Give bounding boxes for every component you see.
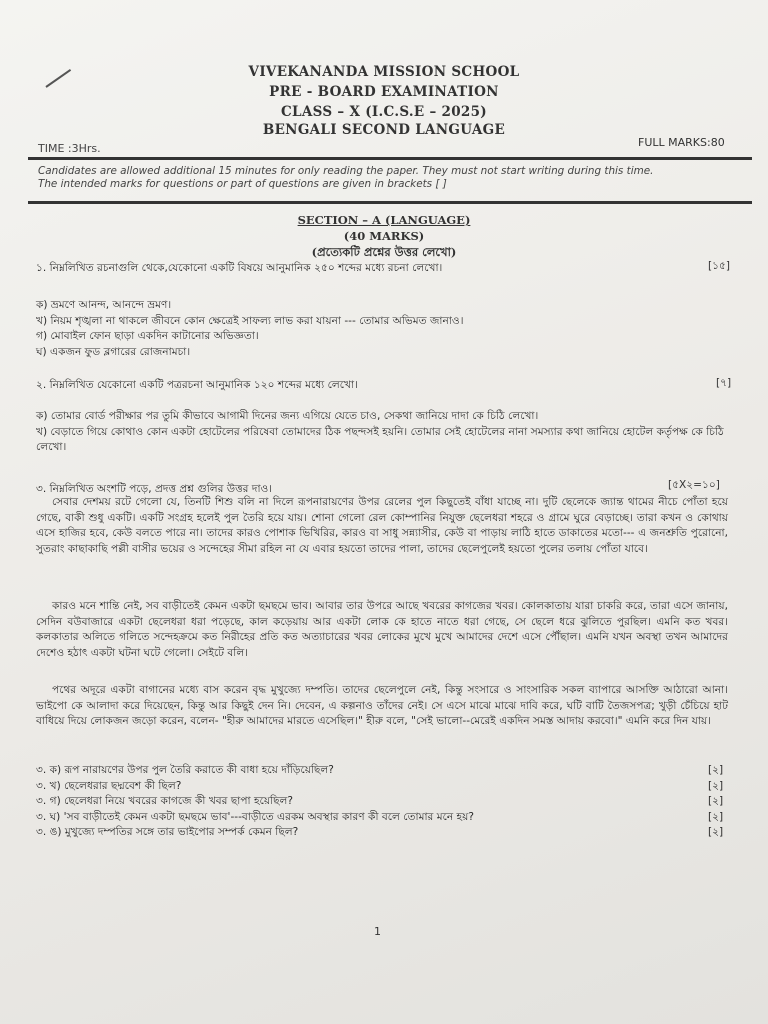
subquestion-ka-marks: [২]: [708, 764, 724, 776]
subquestion-list: [36, 763, 686, 841]
bottom-divider: [28, 201, 752, 204]
option-ga: গ) মোবাইল ফোন ছাড়া একদিন কাটানোর অভিজ্ঞতা।: [36, 330, 259, 343]
question-1: ১. নিম্নলিখিত রচনাগুলি থেকে,যেকোনো একটি বিষয়ে আনুমানিক ২৫০ শব্দের মধ্যে রচনা লেখো।: [36, 262, 443, 274]
option-gha: ঘ) একজন ফুড ব্লগারের রোজনামচা।: [36, 345, 191, 358]
question-1-marks: [১৫]: [708, 260, 731, 272]
question-1-options: [36, 298, 736, 360]
subquestion-ga-marks: [২]: [708, 795, 724, 808]
option-kha: খ) নিয়ম শৃঙ্খলা না থাকলে জীবনে কোন ক্ষেত্রেই সাফল্য লাভ করা যায়না --- তোমার অভিমত জানাও।: [36, 314, 464, 327]
top-divider: [28, 157, 752, 160]
section-marks: (40 MARKS): [343, 229, 425, 243]
exam-name: PRE - BOARD EXAMINATION: [269, 84, 499, 100]
subquestion-gha-marks: [২]: [708, 810, 724, 823]
subquestion-uo: ৩. ঙ) মুখুজ্যে দম্পতির সঙ্গে তার ভাইপোর সম্পর্ক কেমন ছিল?: [36, 826, 299, 839]
time-allowed: TIME :3Hrs.: [38, 142, 101, 155]
section-instruction: (প্রত্যেকটি প্রশ্নের উত্তর লেখো): [311, 245, 457, 259]
passage-paragraph-3: পথের অদূরে একটা বাগানের মধ্যে বাস করেন বৃদ্ধ মুখুজ্যে দম্পতি। তাদের ছেলেপুলে নেই, কিন্তু সংসারে ও সাংসারিক সকল ব্যাপারে আসক্তি আঠারো আনা। ভাইপো কে আলাদা করে দিয়েছেন, কিন্তু আর কিছুই দেন নি। দেবেন, এ কল্পনাও তাঁদের নেই। সে এসে মাঝে মাঝে দাবি করে, ঘটি বাটি তৈজসপত্র; খুড়ী চেঁচিয়ে হাট বাধিয়ে দিয়ে লোকজন জড়ো করেন, বলেন- "হীরু আমাদের মারতে এসেছিল।" হীরু বলে, "সেই ভালো--মেরেই একদিন সমস্ত আদায় করবো।" এমনি করে দিন যায়।: [36, 684, 728, 728]
class-name: CLASS – X (I.C.S.E – 2025): [280, 104, 487, 120]
subquestion-gha: ৩. ঘ) 'সব বাড়ীতেই কেমন একটা ছমছমে ভাব'---বাড়ীতে এরকম অবস্থার কারণ কী বলে তোমার মনে হয়?: [36, 810, 474, 823]
instruction-line-1: Candidates are allowed additional 15 minutes for only reading the paper. They must not start writing during this time.: [38, 165, 654, 177]
letter-option-kha: খ) বেড়াতে গিয়ে কোথাও কোন একটা হোটেলের পরিষেবা তোমাদের ঠিক পছন্দসই হয়নি। তোমার সেই হোটেলের নানা সমস্যার কথা জানিয়ে হোটেল কর্তৃপক্ষ কে চিঠি লেখো।: [36, 425, 724, 454]
question-3: ৩. নিম্নলিখিত অংশটি পড়ে, প্রদত্ত প্রশ্ন গুলির উত্তর দাও।: [36, 483, 273, 495]
subquestion-ga: ৩. গ) ছেলেধরা নিয়ে খবরের কাগজে কী খবর ছাপা হয়েছিল?: [36, 795, 294, 808]
school-name: VIVEKANANDA MISSION SCHOOL: [248, 64, 520, 80]
section-title: SECTION – A (LANGUAGE): [297, 213, 471, 227]
full-marks: FULL MARKS:80: [638, 136, 725, 149]
subject-name: BENGALI SECOND LANGUAGE: [262, 122, 506, 138]
subquestion-ka: ৩. ক) রূপ নারায়ণের উপর পুল তৈরি করাতে কী বাধা হয়ে দাঁড়িয়েছিল?: [36, 764, 334, 776]
page-number: 1: [374, 925, 381, 938]
instructions: [38, 165, 738, 191]
question-3-marks: [৫X২=১০]: [668, 479, 720, 491]
subquestion-kha-marks: [২]: [708, 779, 724, 792]
subquestion-kha: ৩. খ) ছেলেধরার ছদ্মবেশ কী ছিল?: [36, 779, 182, 792]
question-2: ২. নিম্নলিখিত যেকোনো একটি পত্ররচনা আনুমানিক ১২০ শব্দের মধ্যে লেখো।: [36, 379, 358, 391]
passage-paragraph-2: কারও মনে শান্তি নেই, সব বাড়ীতেই কেমন একটা ছমছমে ভাব। আবার তার উপরে আছে খবরের কাগজের খবর। কোলকাতায় যারা চাকরি করে, তারা এসে জানায়, সেদিন বউবাজারে একটা ছেলেধরা ধরা পড়েছে, কাল কড়েয়ায় আর একটা লোক কে হাতে নাতে ধরা গেছে, সে ছেলে ধরে ঝুলিতে পুরছিল। এমনি কত খবর। কলকাতার অলিতে গলিতে সন্দেহক্রমে কত নিরীহের প্রতি কত অত্যাচারের খবর লোকের মুখে মুখে আমাদের দেশে এসে পৌঁছাল। এমনি যখন অবস্থা তখন আমাদের দেশেও হঠাৎ একটা ঘটনা ঘটে গেলো। সেইটে বলি।: [36, 600, 728, 659]
option-ka: ক) ভ্রমণে আনন্দ, আনন্দে ভ্রমণ।: [36, 299, 172, 311]
question-2-options: [36, 409, 736, 456]
subquestion-uo-marks: [২]: [708, 826, 724, 839]
passage-paragraph-1: সেবার দেশময় রটে গেলো যে, তিনটি শিশু বলি না দিলে রূপনারায়ণের উপর রেলের পুল কিছুতেই বাঁধা যাচ্ছে না। দুটি ছেলেকে জ্যান্ত থামের নীচে পোঁতা হয়ে গেছে, বাকী শুধু একটি। একটি সংগ্রহ হলেই পুল তৈরি হয়ে যায়। শোনা গেলো রেল কোম্পানির নিযুক্ত ছেলেধরা শহরে ও গ্রামে ঘুরে বেড়াচ্ছে। তারা কখন ও কোথায় এসে হাজির হবে, কেউ বলতে পারে না। তাদের কারও পোশাক ভিখিরির, কারও বা সাধু সন্ন্যাসীর, কেউ বা পাড়ায় লাঠি হাতে ডাকাতের মতো--- এ জনশ্রুতি পুরোনো, সুতরাং কাছাকাছি পল্লী বাসীর ভয়ের ও সন্দেহের সীমা রহিল না যে এবার হয়তো তাদের পালা, তাদের ছেলেপুলেই হয়তো পুলের তলায় পোঁতা যাবে।: [36, 496, 728, 555]
instruction-line-2: The intended marks for questions or part of questions are given in brackets [ ]: [38, 178, 447, 190]
letter-option-ka: ক) তোমার বোর্ড পরীক্ষার পর তুমি কীভাবে আগামী দিনের জন্য এগিয়ে যেতে চাও, সেকথা জানিয়ে দাদা কে চিঠি লেখো।: [36, 410, 539, 422]
subquestion-marks: [708, 763, 738, 841]
question-2-marks: [৭]: [716, 377, 732, 389]
